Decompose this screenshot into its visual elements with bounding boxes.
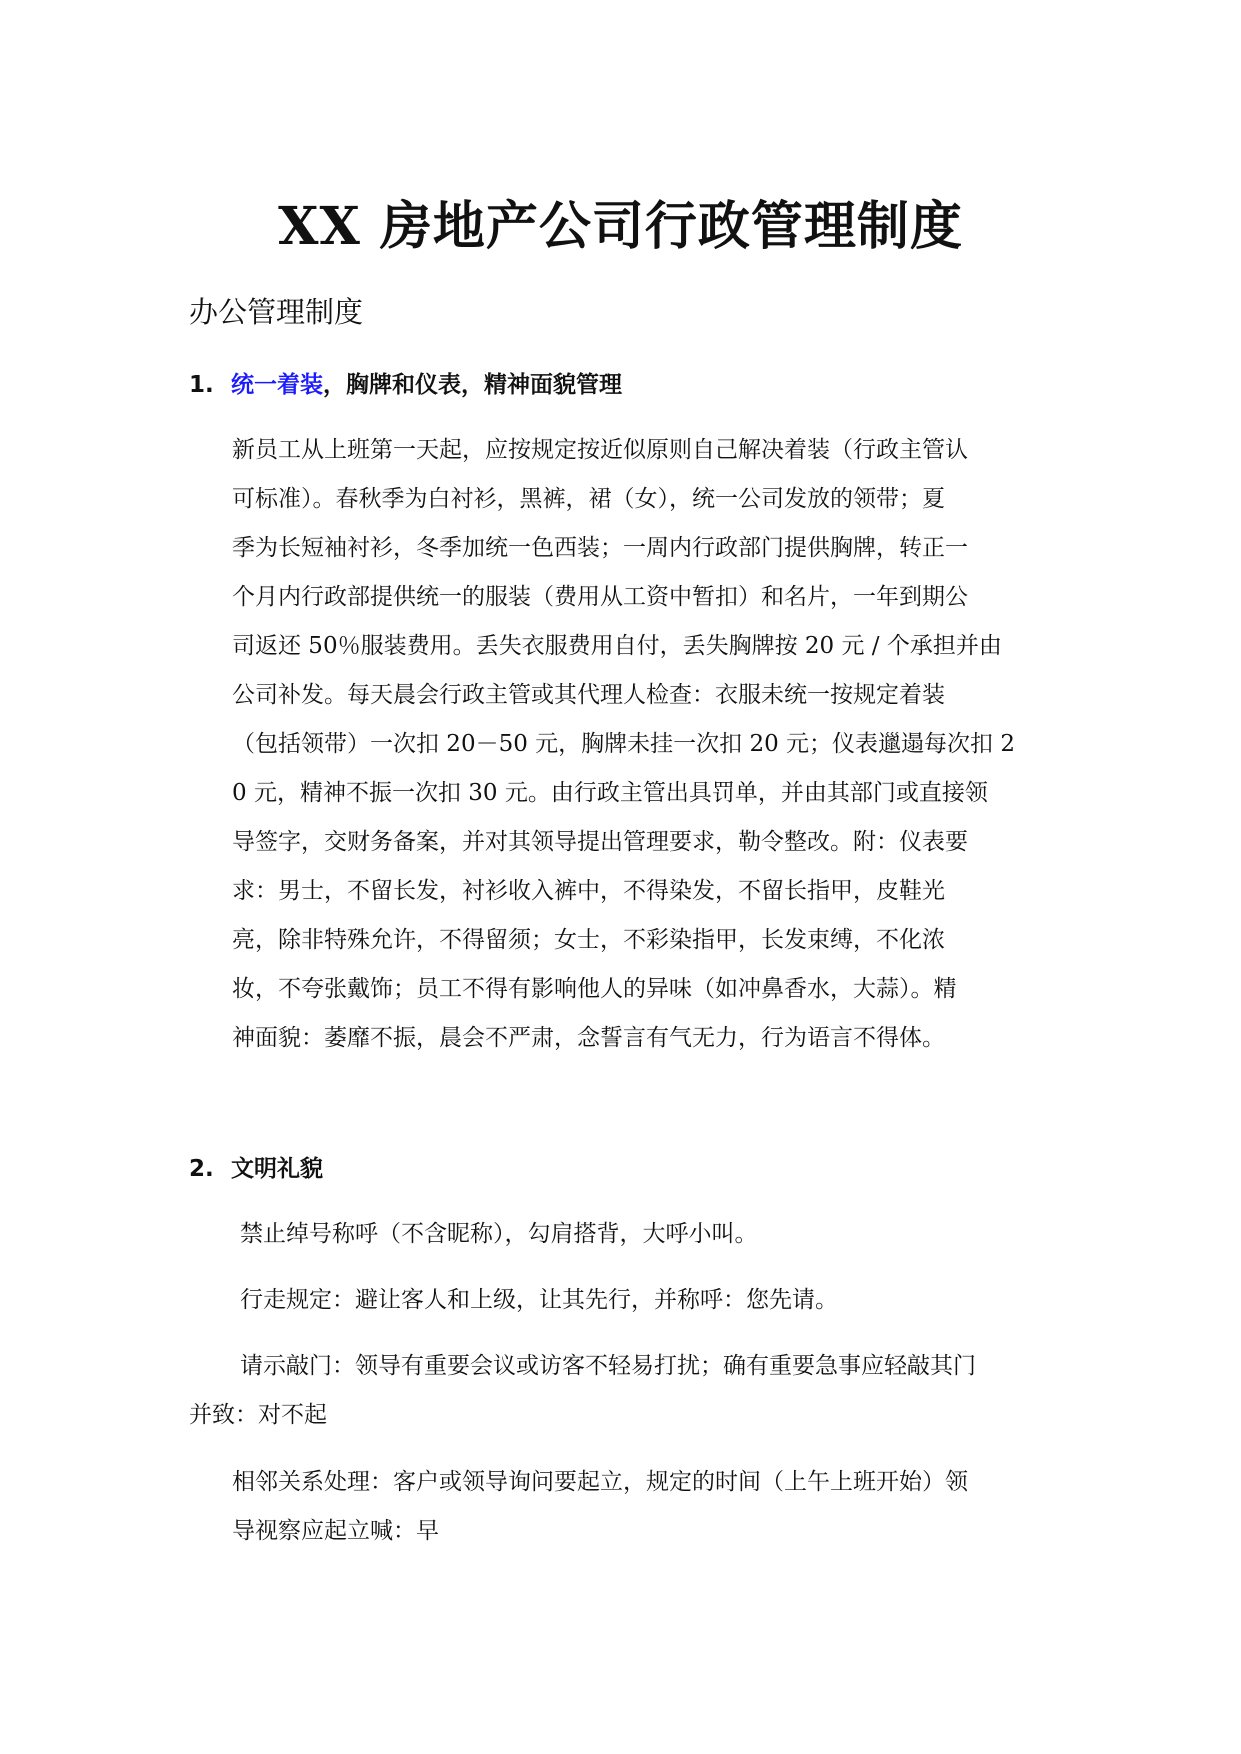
item-1-line: （包括领带）一次扣 20－50 元，胸牌未挂一次扣 20 元；仪表邋遢每次扣 2 — [232, 731, 1015, 757]
item-1-heading-rest: ，胸牌和仪表，精神面貌管理 — [323, 372, 622, 398]
paragraph-knocking-line-1: 请示敲门：领导有重要会议或访客不轻易打扰；确有重要急事应轻敲其门 — [240, 1353, 976, 1379]
item-1-line: 妆，不夸张戴饰；员工不得有影响他人的异味（如冲鼻香水，大蒜）。精 — [232, 976, 957, 1002]
document-title: XX 房地产公司行政管理制度 — [278, 196, 963, 257]
item-2-heading — [189, 1152, 323, 1186]
item-1-line: 求：男士，不留长发，衬衫收入裤中，不得染发，不留长指甲，皮鞋光 — [232, 878, 945, 904]
item-1-line: 司返还 50％服装费用。丢失衣服费用自付，丢失胸牌按 20 元 / 个承担并由 — [232, 633, 1002, 659]
item-1-line: 亮，除非特殊允许，不得留须；女士，不彩染指甲，长发束缚，不化浓 — [232, 927, 945, 953]
item-1-line: 个月内行政部提供统一的服装（费用从工资中暂扣）和名片，一年到期公 — [232, 584, 968, 610]
item-1-line: 季为长短袖衬衫，冬季加统一色西装；一周内行政部门提供胸牌，转正一 — [232, 535, 968, 561]
item-1-line: 导签字，交财务备案，并对其领导提出管理要求，勒令整改。附：仪表要 — [232, 829, 968, 855]
item-1-heading — [189, 368, 622, 402]
section-title: 办公管理制度 — [189, 295, 364, 329]
paragraph-neighbor-line-1: 相邻关系处理：客户或领导询问要起立，规定的时间（上午上班开始）领 — [232, 1469, 968, 1495]
paragraph-neighbor-line-2: 导视察应起立喊：早 — [232, 1518, 439, 1544]
paragraph-knocking-line-2: 并致：对不起 — [189, 1402, 327, 1428]
item-1-line: 公司补发。每天晨会行政主管或其代理人检查：衣服未统一按规定着装 — [232, 682, 945, 708]
item-1-highlight[interactable]: 统一着装 — [231, 372, 323, 398]
item-2-number: 2. — [189, 1156, 214, 1182]
item-1-line: 可标准）。春秋季为白衬衫，黑裤，裙（女），统一公司发放的领带；夏 — [232, 486, 945, 512]
item-1-line: 神面貌：萎靡不振，晨会不严肃，念誓言有气无力，行为语言不得体。 — [232, 1025, 945, 1051]
paragraph-no-nicknames: 禁止绰号称呼（不含昵称），勾肩搭背，大呼小叫。 — [240, 1221, 758, 1247]
item-1-line: 新员工从上班第一天起，应按规定按近似原则自己解决着装（行政主管认 — [232, 437, 968, 463]
paragraph-walking-rules: 行走规定：避让客人和上级，让其先行，并称呼：您先请。 — [240, 1287, 838, 1313]
item-1-line: 0 元，精神不振一次扣 30 元。由行政主管出具罚单，并由其部门或直接领 — [232, 780, 988, 806]
item-2-heading-text: 文明礼貌 — [231, 1156, 323, 1182]
item-1-number: 1. — [189, 372, 214, 398]
